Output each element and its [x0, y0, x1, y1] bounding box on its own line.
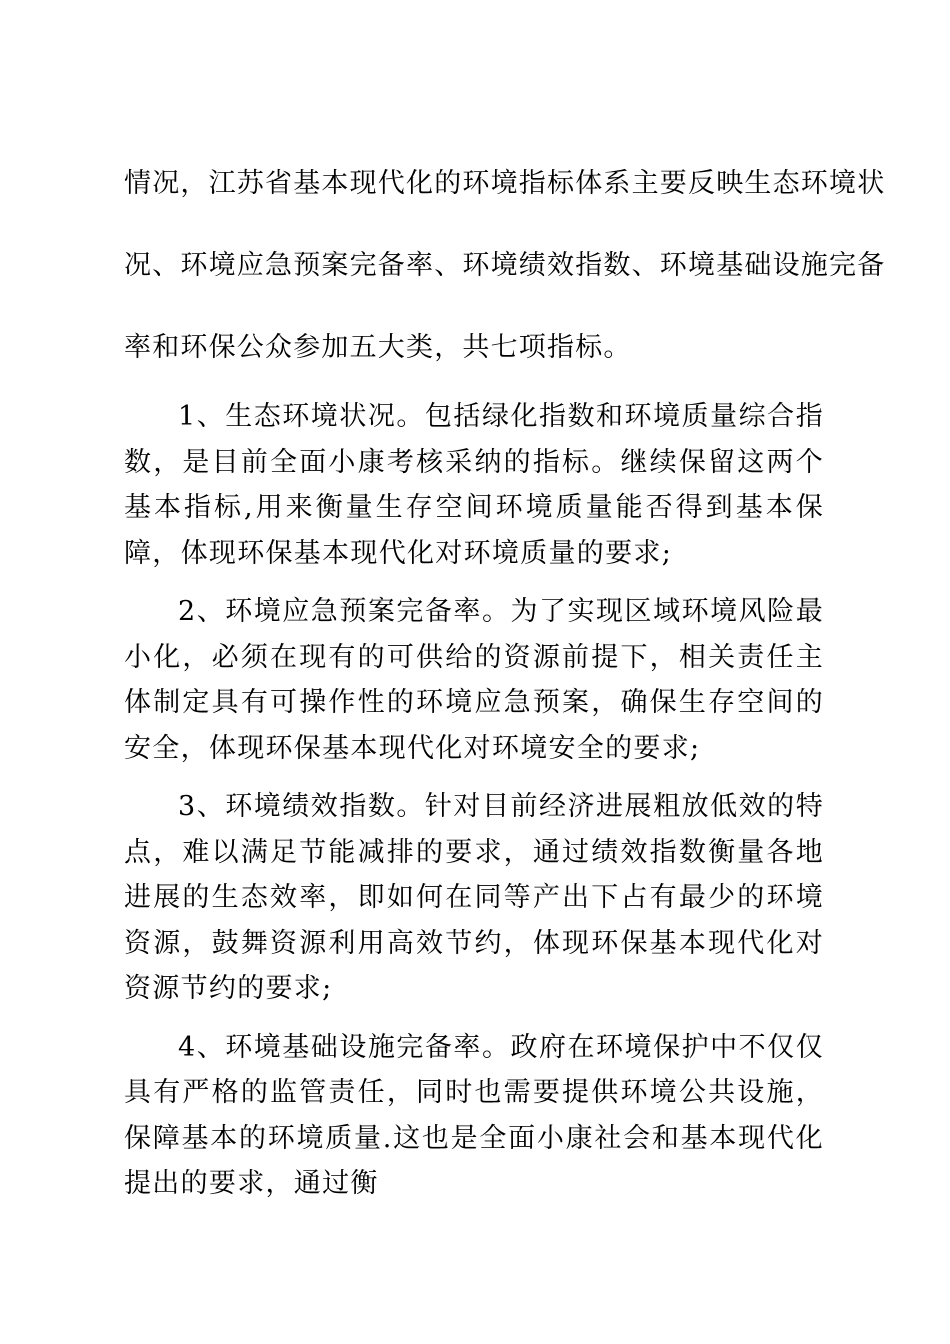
paragraph-infrastructure: 4、环境基础设施完备率。政府在环境保护中不仅仅具有严格的监管责任，同时也需要提供环境公共设施，保障基本的环境质量.这也是全面小康社会和基本现代化提出的要求，通过衡	[124, 1031, 824, 1199]
paragraph-emergency-plan: 2、环境应急预案完备率。为了实现区域环境风险最小化，必须在现有的可供给的资源前提下，相关责任主体制定具有可操作性的环境应急预案，确保生存空间的安全，体现环保基本现代化对环境安全的要求;	[124, 596, 824, 764]
paragraph-ecological-status: 1、生态环境状况。包括绿化指数和环境质量综合指数，是目前全面小康考核采纳的指标。继续保留这两个基本指标,用来衡量生存空间环境质量能否得到基本保障，体现环保基本现代化对环境质量的要求;	[124, 401, 824, 569]
document-body	[124, 160, 886, 1220]
paragraph-performance-index: 3、环境绩效指数。针对目前经济进展粗放低效的特点，难以满足节能减排的要求，通过绩效指数衡量各地进展的生态效率，即如何在同等产出下占有最少的环境资源，鼓舞资源利用高效节约，体现环保基本现代化对资源节约的要求;	[124, 791, 824, 1004]
intro-line-3: 率和环保公众参加五大类，共七项指标。	[124, 332, 632, 363]
intro-line-2: 况、环境应急预案完备率、环境绩效指数、环境基础设施完备	[124, 250, 886, 281]
intro-line-1: 情况，江苏省基本现代化的环境指标体系主要反映生态环境状	[124, 168, 886, 199]
